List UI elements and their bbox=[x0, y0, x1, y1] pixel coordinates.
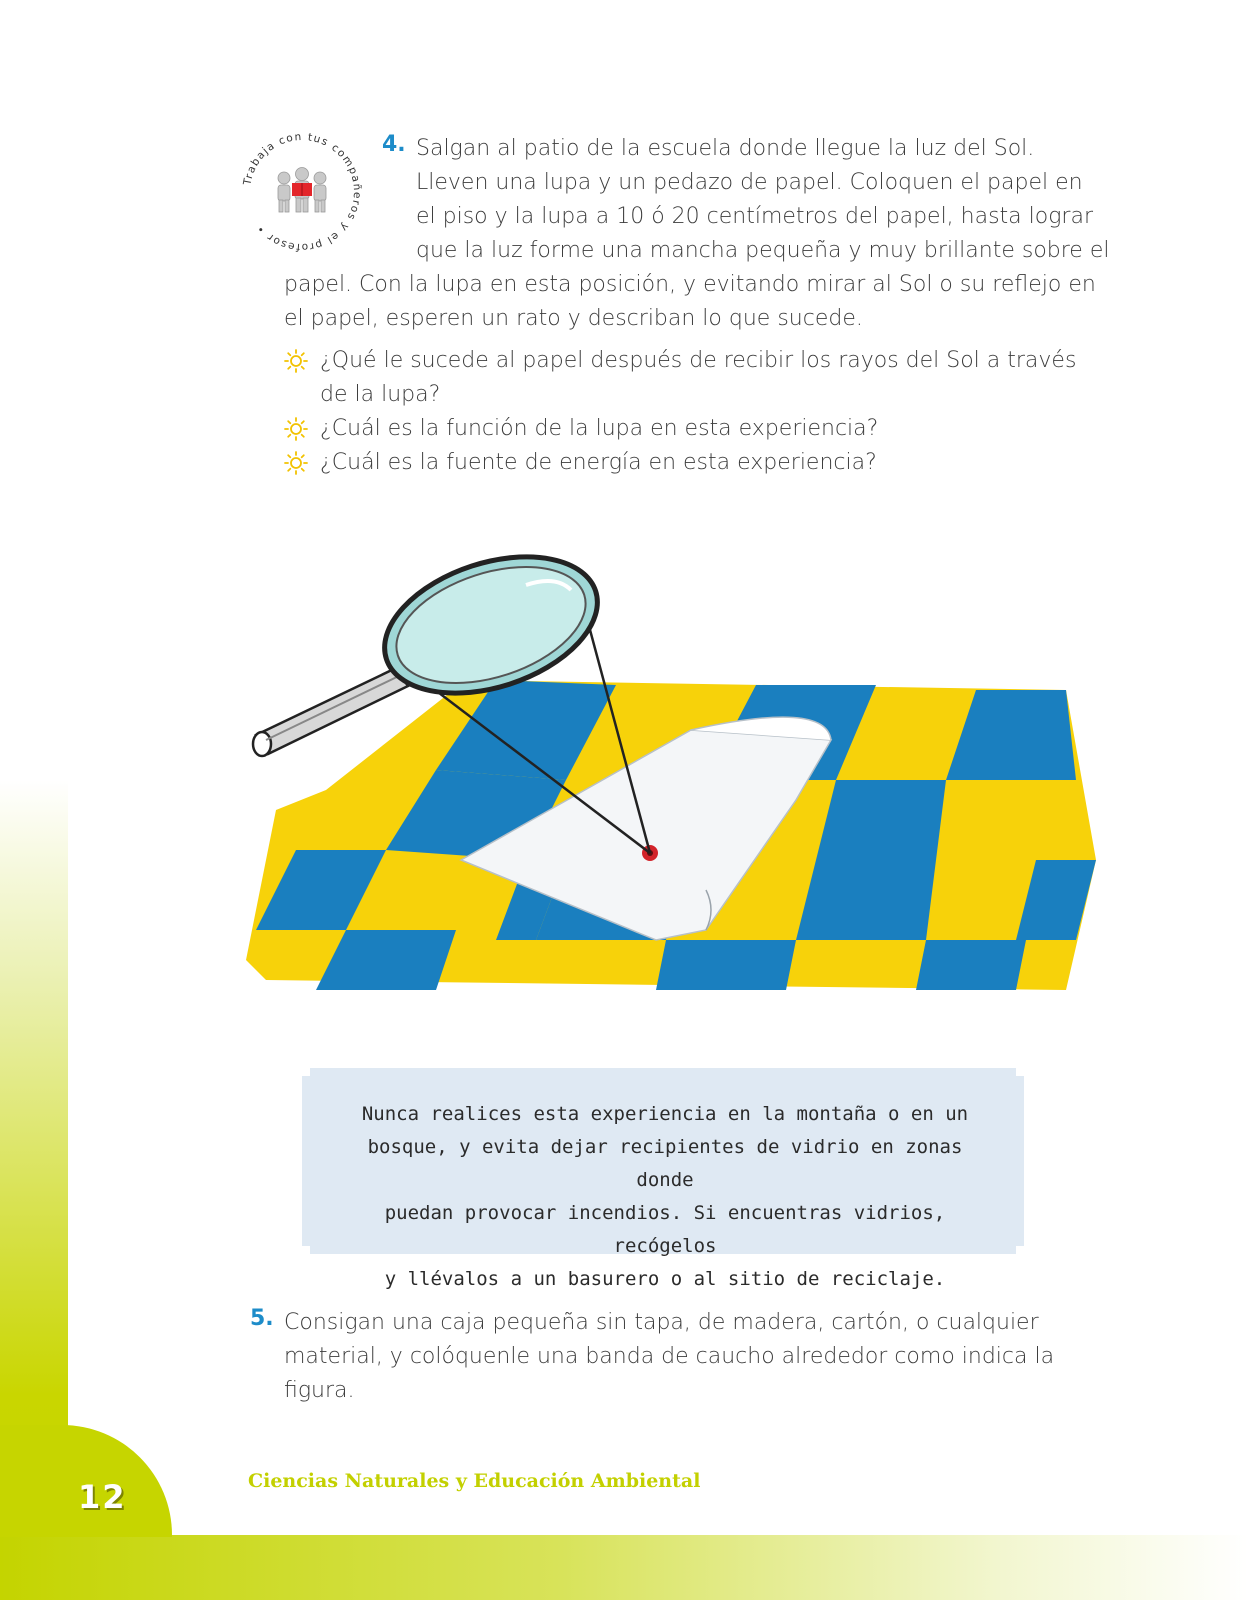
question-text: ¿Qué le sucede al papel después de recibir los rayos del Sol a través de la lupa? bbox=[320, 348, 1077, 407]
warning-line: bosque, y evita dejar recipientes de vidrio en zonas donde bbox=[367, 1136, 963, 1191]
warning-line: puedan provocar incendios. Si encuentras vidrios, recógelos bbox=[384, 1202, 946, 1257]
sun-icon bbox=[284, 349, 308, 373]
warning-line: Nunca realices esta experiencia en la montaña o en un bbox=[361, 1103, 969, 1125]
sun-icon bbox=[284, 451, 308, 475]
magnifier-handle bbox=[253, 668, 408, 756]
footer-title: Ciencias Naturales y Educación Ambiental bbox=[248, 1470, 701, 1492]
magnifying-glass-illustration bbox=[236, 530, 1116, 1020]
activity-4-continuation bbox=[284, 268, 1104, 336]
question-text: ¿Cuál es la fuente de energía en esta experiencia? bbox=[320, 450, 877, 475]
page-number: 12 bbox=[78, 1478, 127, 1516]
activity-number-5: 5. bbox=[250, 1306, 274, 1331]
activity-4-line: que la luz forme una mancha pequeña y muy brillante sobre el bbox=[416, 238, 1110, 263]
activity-4-line: Salgan al patio de la escuela donde llegue la luz del Sol. bbox=[416, 136, 1035, 161]
safety-warning-text bbox=[340, 1098, 990, 1296]
activity-number-4: 4. bbox=[382, 132, 406, 157]
activity-4-intro bbox=[416, 132, 1116, 268]
question-text: ¿Cuál es la función de la lupa en esta experiencia? bbox=[320, 416, 879, 441]
activity-4-line: papel. Con la lupa en esta posición, y evitando mirar al Sol o su reflejo en bbox=[284, 272, 1096, 297]
bottom-accent-band bbox=[0, 1535, 1248, 1600]
activity-4-line: el piso y la lupa a 10 ó 20 centímetros del papel, hasta lograr bbox=[416, 204, 1093, 229]
sun-icon bbox=[284, 417, 308, 441]
badge-text: Trabaja con tus compañeros y el profesor • bbox=[241, 130, 364, 254]
activity-4-line: Lleven una lupa y un pedazo de papel. Coloquen el papel en bbox=[416, 170, 1083, 195]
activity-5-text: Consigan una caja pequeña sin tapa, de madera, cartón, o cualquier material, y colóquenle una banda de caucho alrededor como indica la figura. bbox=[284, 1310, 1055, 1403]
activity-4-line: el papel, esperen un rato y describan lo que sucede. bbox=[284, 306, 863, 331]
group-work-icon bbox=[238, 128, 366, 256]
warning-line: y llévalos a un basurero o al sitio de reciclaje. bbox=[384, 1268, 946, 1290]
